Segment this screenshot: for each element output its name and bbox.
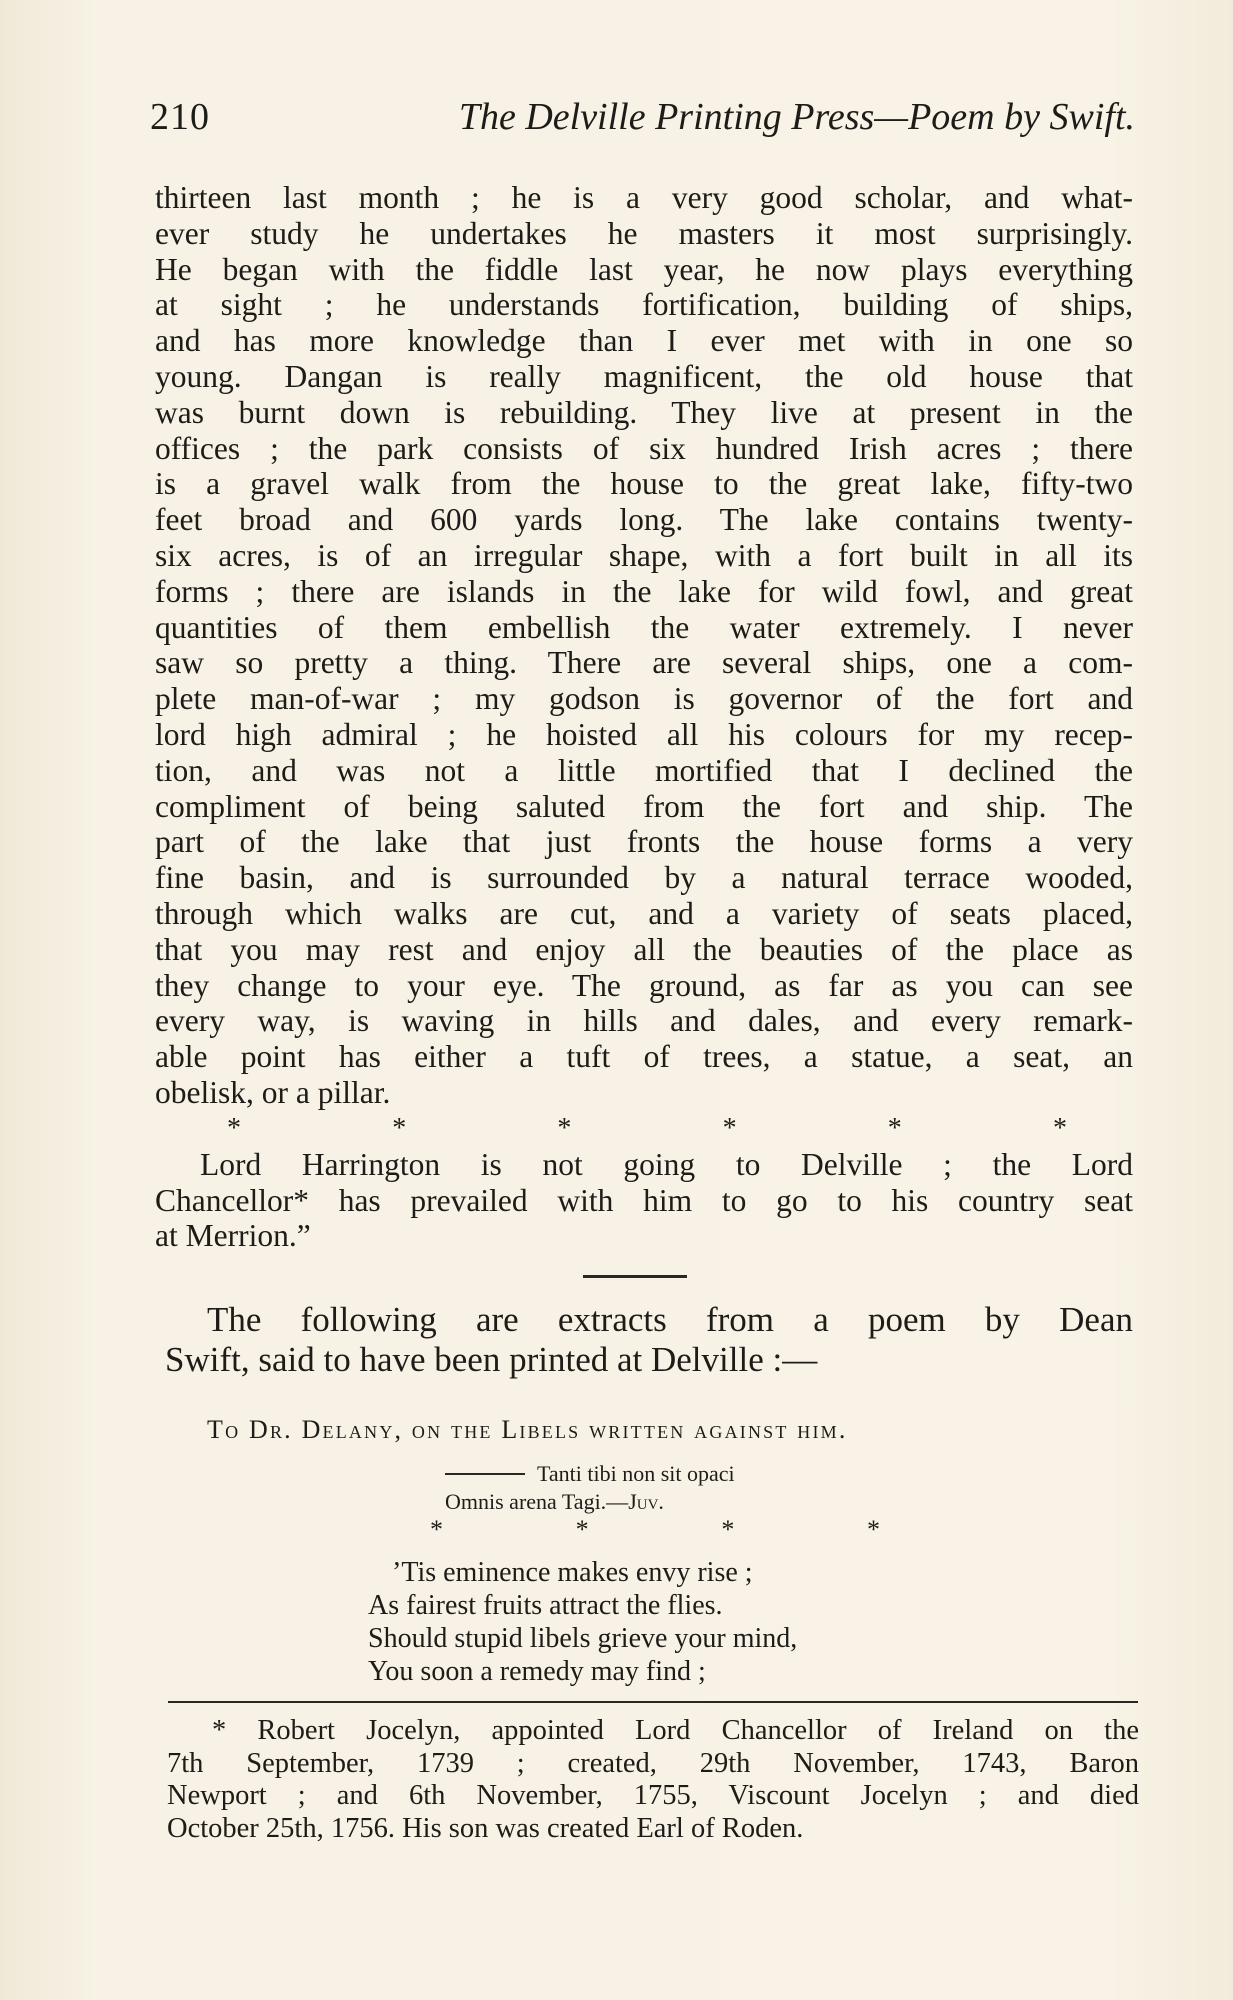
text-line: quantities of them embellish the water extremely. I never — [155, 609, 1133, 645]
intro-line: The following are extracts from a poem by Dean — [207, 1300, 1133, 1339]
text-line: tion, and was not a little mortified that I declined the — [155, 752, 1133, 788]
text-line: every way, is waving in hills and dales, and every remark- — [155, 1003, 1133, 1039]
footnote-line: * Robert Jocelyn, appointed Lord Chancellor of Ireland on the — [212, 1715, 1139, 1746]
star-mark: * — [866, 1515, 880, 1544]
star-mark: * — [887, 1112, 902, 1144]
verse-line: You soon a remedy may find ; — [368, 1656, 706, 1687]
text-line: compliment of being saluted from the fort and ship. The — [155, 788, 1133, 824]
text-line: able point has either a tuft of trees, a statue, a seat, an — [155, 1039, 1133, 1075]
poem-epigraph — [445, 1460, 905, 1516]
text-line: and has more knowledge than I ever met with in one so — [155, 323, 1133, 359]
section-divider — [583, 1275, 687, 1278]
text-line: fine basin, and is surrounded by a natural terrace wooded, — [155, 860, 1133, 896]
footnote-line: October 25th, 1756. His son was created Earl of Roden. — [167, 1812, 804, 1844]
footnote-line: Newport ; and 6th November, 1755, Viscount Jocelyn ; and died — [167, 1780, 1139, 1811]
poem-heading: To Dr. Delany, on the Libels written against him. — [207, 1415, 848, 1444]
star-mark: * — [575, 1515, 589, 1544]
epigraph-line: Omnis arena Tagi.— — [445, 1489, 629, 1514]
text-line: they change to your eye. The ground, as far as you can see — [155, 967, 1133, 1003]
star-mark: * — [430, 1515, 443, 1544]
page-number: 210 — [150, 96, 210, 138]
text-line: young. Dangan is really magnificent, the old house that — [155, 358, 1133, 394]
text-line: is a gravel walk from the house to the great lake, fifty-two — [155, 466, 1133, 502]
text-line: at sight ; he understands fortification, building of ships, — [155, 287, 1133, 323]
footnote — [167, 1715, 1139, 1845]
text-line: at Merrion.” — [155, 1218, 311, 1254]
verse-line: ’Tis eminence makes envy rise ; — [392, 1557, 753, 1588]
text-line: six acres, is of an irregular shape, with a fort built in all its — [155, 537, 1133, 573]
verse-line: As fairest fruits attract the flies. — [368, 1590, 723, 1621]
text-line: forms ; there are islands in the lake for wild fowl, and great — [155, 573, 1133, 609]
epigraph-line: Tanti tibi non sit opaci — [537, 1461, 735, 1486]
footnote-line: 7th September, 1739 ; created, 29th November, 1743, Baron — [167, 1747, 1139, 1779]
footnote-rule — [168, 1701, 1138, 1703]
text-line: offices ; the park consists of six hundred Irish acres ; there — [155, 430, 1133, 466]
letter-text — [155, 180, 1133, 1254]
poem-verse — [368, 1556, 928, 1688]
text-line: lord high admiral ; he hoisted all his colours for my recep- — [155, 716, 1133, 752]
star-mark: * — [721, 1515, 735, 1544]
text-line: obelisk, or a pillar. — [155, 1074, 391, 1110]
section-break-stars — [155, 1111, 1067, 1147]
text-line: feet broad and 600 yards long. The lake contains twenty- — [155, 502, 1133, 538]
star-mark: * — [227, 1112, 241, 1144]
intro-line: Swift, said to have been printed at Delville :— — [165, 1340, 818, 1379]
poem-stars — [430, 1515, 880, 1545]
poem-introduction — [165, 1300, 1133, 1380]
epigraph-attribution: Juv. — [628, 1489, 664, 1514]
page-header — [150, 92, 1135, 142]
running-title: The Delville Printing Press—Poem by Swift. — [458, 96, 1135, 138]
text-line: through which walks are cut, and a variety of seats placed, — [155, 895, 1133, 931]
star-mark: * — [722, 1112, 737, 1144]
text-line: Lord Harrington is not going to Delville ; the Lord — [200, 1146, 1133, 1182]
text-line: He began with the fiddle last year, he now plays everything — [155, 251, 1133, 287]
text-line: Chancellor* has prevailed with him to go to his country seat — [155, 1182, 1133, 1218]
text-line: thirteen last month ; he is a very good scholar, and what- — [155, 180, 1133, 215]
text-line: part of the lake that just fronts the house forms a very — [155, 824, 1133, 860]
epigraph-dash — [445, 1473, 525, 1475]
text-line: that you may rest and enjoy all the beauties of the place as — [155, 931, 1133, 967]
text-line: plete man-of-war ; my godson is governor of the fort and — [155, 681, 1133, 717]
text-line: ever study he undertakes he masters it most surprisingly. — [155, 215, 1133, 251]
verse-line: Should stupid libels grieve your mind, — [368, 1623, 798, 1654]
star-mark: * — [392, 1112, 407, 1144]
star-mark: * — [1052, 1112, 1067, 1144]
text-line: saw so pretty a thing. There are several ships, one a com- — [155, 645, 1133, 681]
star-mark: * — [557, 1112, 572, 1144]
text-line: was burnt down is rebuilding. They live at present in the — [155, 394, 1133, 430]
